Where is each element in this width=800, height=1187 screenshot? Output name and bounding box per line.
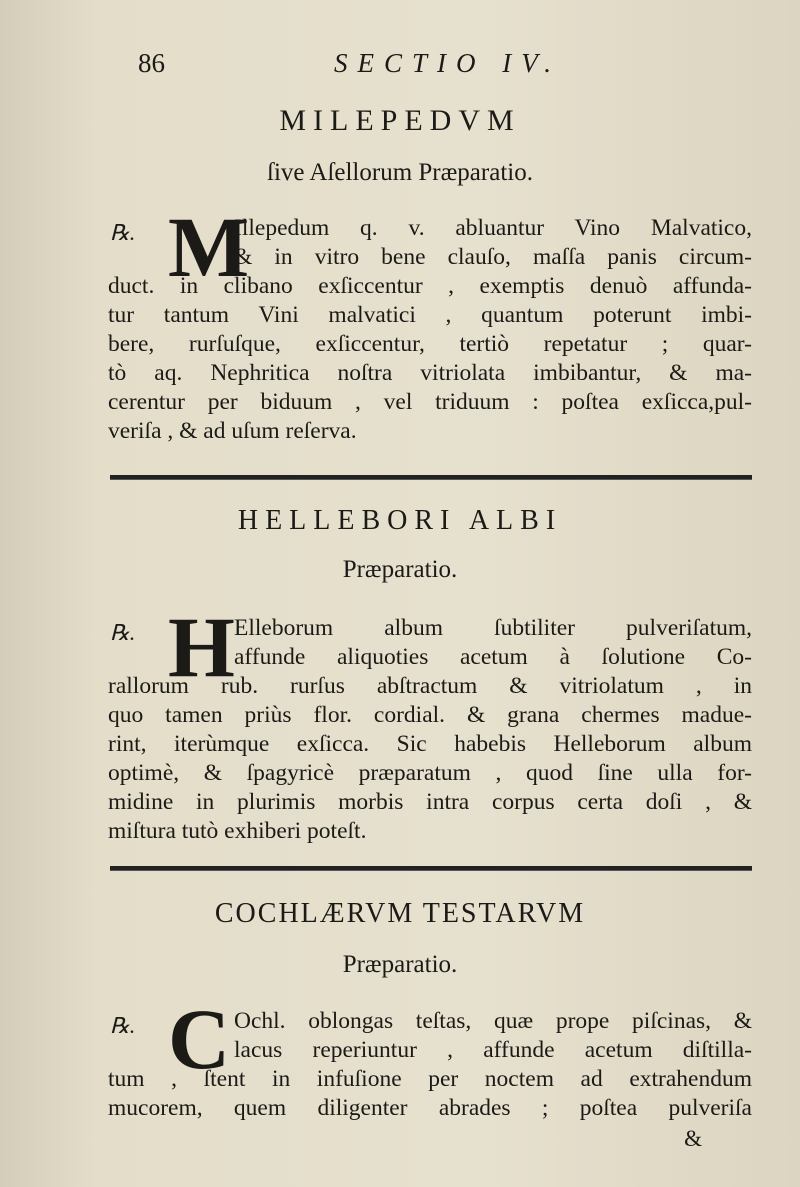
- text-line: rallorum rub. rurſus abſtractum & vitriolatum , in: [108, 673, 752, 699]
- text-line: tò aq. Nephritica noſtra vitriolata imbibantur, & ma-: [108, 360, 752, 386]
- text-line: mucorem, quem diligenter abrades ; poſtea pulveriſa: [108, 1095, 752, 1121]
- text-line: rint, iterùmque exſicca. Sic habebis Helleborum album: [108, 731, 752, 757]
- text-line: miſtura tutò exhiberi poteſt.: [108, 818, 367, 844]
- text-line: & in vitro bene clauſo, maſſa panis circum-: [234, 244, 752, 270]
- catchword: &: [684, 1126, 702, 1151]
- page-number: 86: [138, 48, 165, 78]
- drop-cap-m: M: [168, 199, 250, 295]
- text-line: duct. in clibano exſiccentur , exemptis denuò affunda-: [108, 273, 752, 299]
- text-line: Illepedum q. v. abluantur Vino Malvatico,: [234, 215, 752, 241]
- text-line: tum , ſtent in infuſione per noctem ad extrahendum: [108, 1066, 752, 1092]
- section-title-hellebori: HELLEBORI ALBI: [237, 505, 563, 536]
- drop-cap-h: H: [168, 599, 235, 695]
- text-line: optimè, & ſpagyricè præparatum , quod ſine ulla for-: [108, 760, 752, 786]
- text-line: affunde aliquoties acetum à ſolutione Co-: [234, 644, 752, 670]
- running-head: SECTIO IV.: [334, 48, 562, 78]
- section-subtitle-milepedum: ſive Aſellorum Præparatio.: [267, 159, 533, 186]
- page-header: [138, 48, 720, 88]
- text-line: lacus reperiuntur , affunde acetum diſtilla-: [234, 1037, 752, 1063]
- text-line: Elleborum album ſubtiliter pulveriſatum,: [234, 615, 752, 641]
- section-divider: [110, 475, 752, 480]
- text-line: tur tantum Vini malvatici , quantum poterunt imbi-: [108, 302, 752, 328]
- text-line: midine in plurimis morbis intra corpus certa doſi , &: [108, 789, 752, 815]
- section-divider: [110, 866, 752, 871]
- recipe-paragraph-cochlearum: [108, 1007, 752, 1123]
- drop-cap-c: C: [168, 991, 231, 1087]
- recipe-paragraph-hellebori: [108, 599, 752, 846]
- text-line: quo tamen priùs flor. cordial. & grana chermes madue-: [108, 702, 752, 728]
- section-subtitle-hellebori: Præparatio.: [342, 556, 458, 583]
- recipe-symbol: ℞.: [110, 220, 136, 245]
- text-line: veriſa , & ad uſum reſerva.: [108, 418, 357, 444]
- text-line: Ochl. oblongas teſtas, quæ prope piſcinas, &: [234, 1008, 752, 1034]
- text-line: bere, rurſuſque, exſiccentur, tertiò repetatur ; quar-: [108, 331, 752, 357]
- section-subtitle-cochlearum: Præparatio.: [342, 951, 458, 978]
- recipe-symbol: ℞.: [110, 620, 136, 645]
- text-line: cerentur per biduum , vel triduum : poſtea exſicca,pul-: [108, 389, 752, 415]
- section-title-milepedum: MILEPEDVM: [279, 104, 521, 137]
- recipe-paragraph-milepedum: [108, 199, 752, 446]
- section-title-cochlearum: COCHLÆRVM TESTARVM: [214, 898, 586, 929]
- recipe-symbol: ℞.: [110, 1013, 136, 1038]
